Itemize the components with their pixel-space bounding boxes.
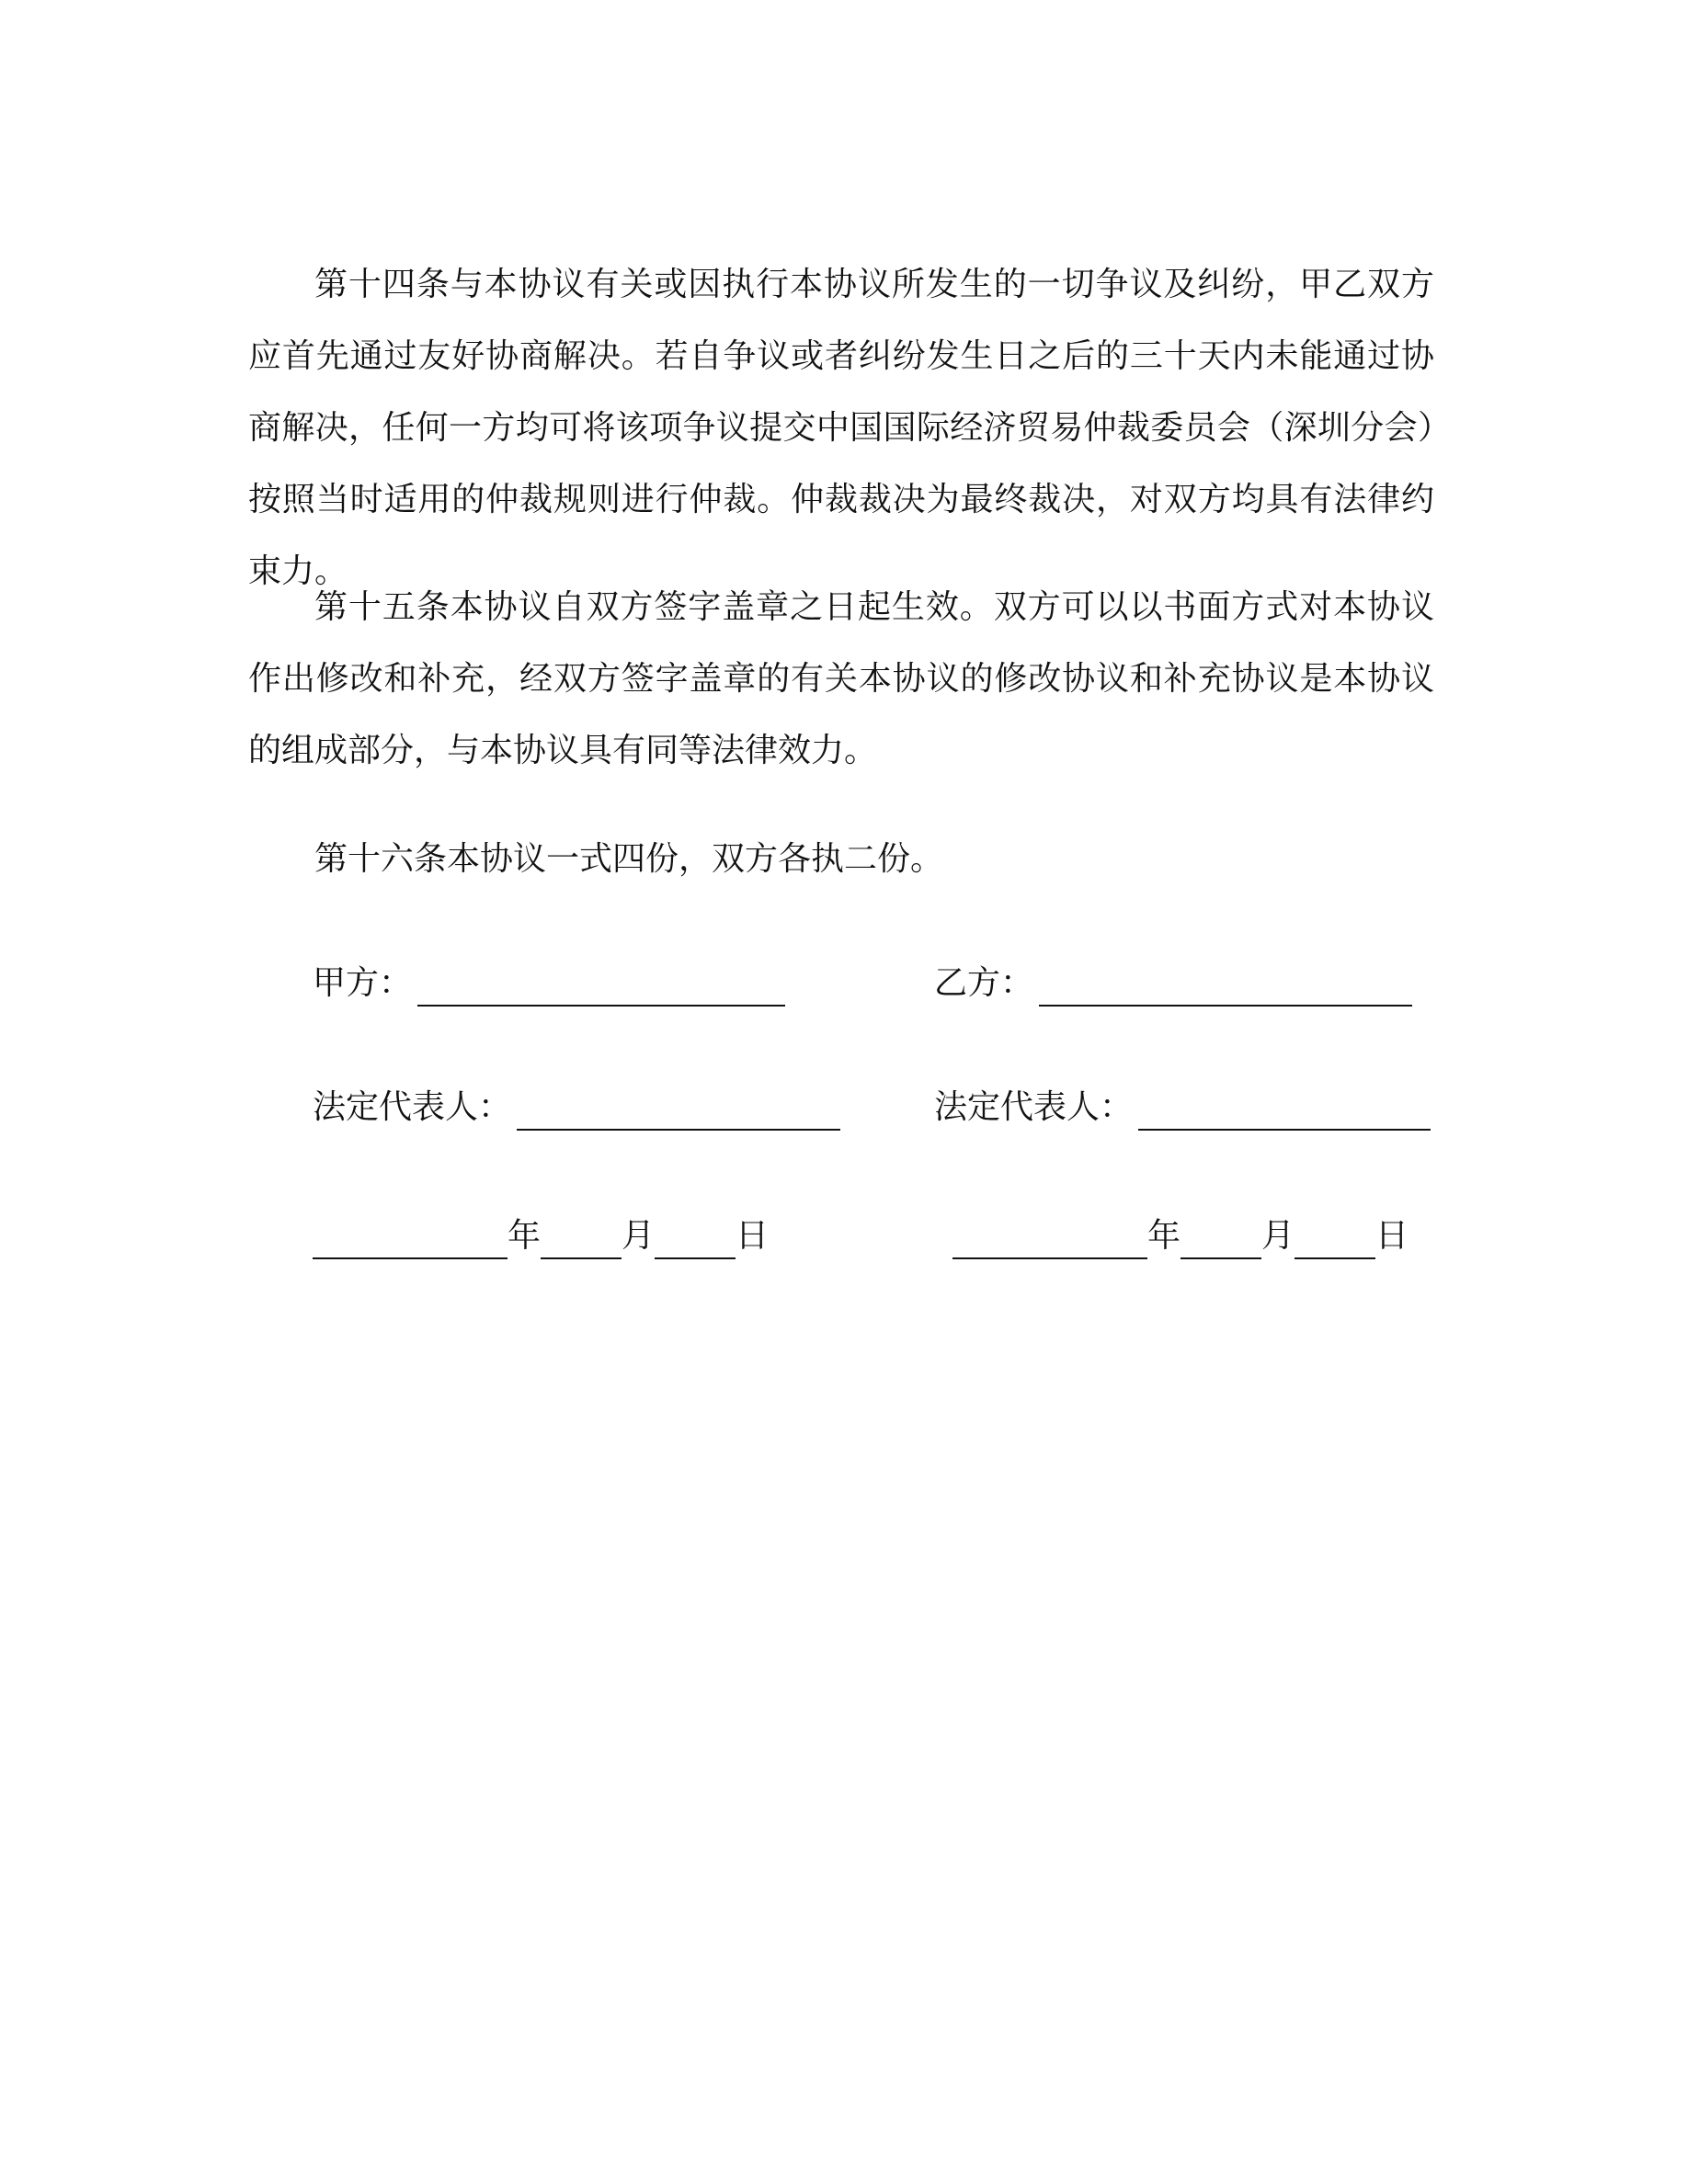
year-blank-b (952, 1221, 1147, 1259)
day-blank-a (655, 1221, 736, 1259)
legal-rep-a-signature (313, 1085, 840, 1131)
party-b-blank (1039, 968, 1412, 1007)
legal-rep-b-signature (934, 1085, 1431, 1131)
party-a-label: 甲方： (313, 964, 413, 1002)
legal-rep-b-blank (1138, 1092, 1431, 1131)
month-blank-a (541, 1221, 622, 1259)
legal-rep-a-label: 法定代表人： (313, 1088, 512, 1126)
party-b-signature (934, 961, 1412, 1007)
party-a-signature (313, 961, 785, 1007)
party-b-label: 乙方： (934, 964, 1034, 1002)
month-label-a: 月 (622, 1217, 656, 1255)
day-label-b: 日 (1375, 1217, 1409, 1255)
legal-rep-a-blank (517, 1092, 840, 1131)
party-a-blank (417, 968, 785, 1007)
month-label-b: 月 (1261, 1217, 1295, 1255)
date-line-b (952, 1213, 1409, 1259)
month-blank-b (1180, 1221, 1261, 1259)
article-16: 第十六条本协议一式四份，双方各执二份。 (314, 840, 944, 878)
article-15: 第十五条本协议自双方签字盖章之日起生效。双方可以以书面方式对本协议作出修改和补充，经双方签字盖章的有关本协议的修改协议和补充协议是本协议的组成部分，与本协议具有同等法律效力。 (248, 588, 1434, 769)
year-label-a: 年 (508, 1217, 542, 1255)
year-label-b: 年 (1147, 1217, 1181, 1255)
legal-rep-b-label: 法定代表人： (934, 1088, 1134, 1126)
article-14: 第十四条与本协议有关或因执行本协议所发生的一切争议及纠纷，甲乙双方应首先通过友好协商解决。若自争议或者纠纷发生日之后的三十天内未能通过协商解决，任何一方均可将该项争议提交中国国际经济贸易仲裁委员会（深圳分会）按照当时适用的仲裁规则进行仲裁。仲裁裁决为最终裁决，对双方均具有法律约束力。 (248, 266, 1434, 590)
year-blank-a (313, 1221, 508, 1259)
day-blank-b (1295, 1221, 1375, 1259)
day-label-a: 日 (736, 1217, 770, 1255)
date-line-a (313, 1213, 769, 1259)
